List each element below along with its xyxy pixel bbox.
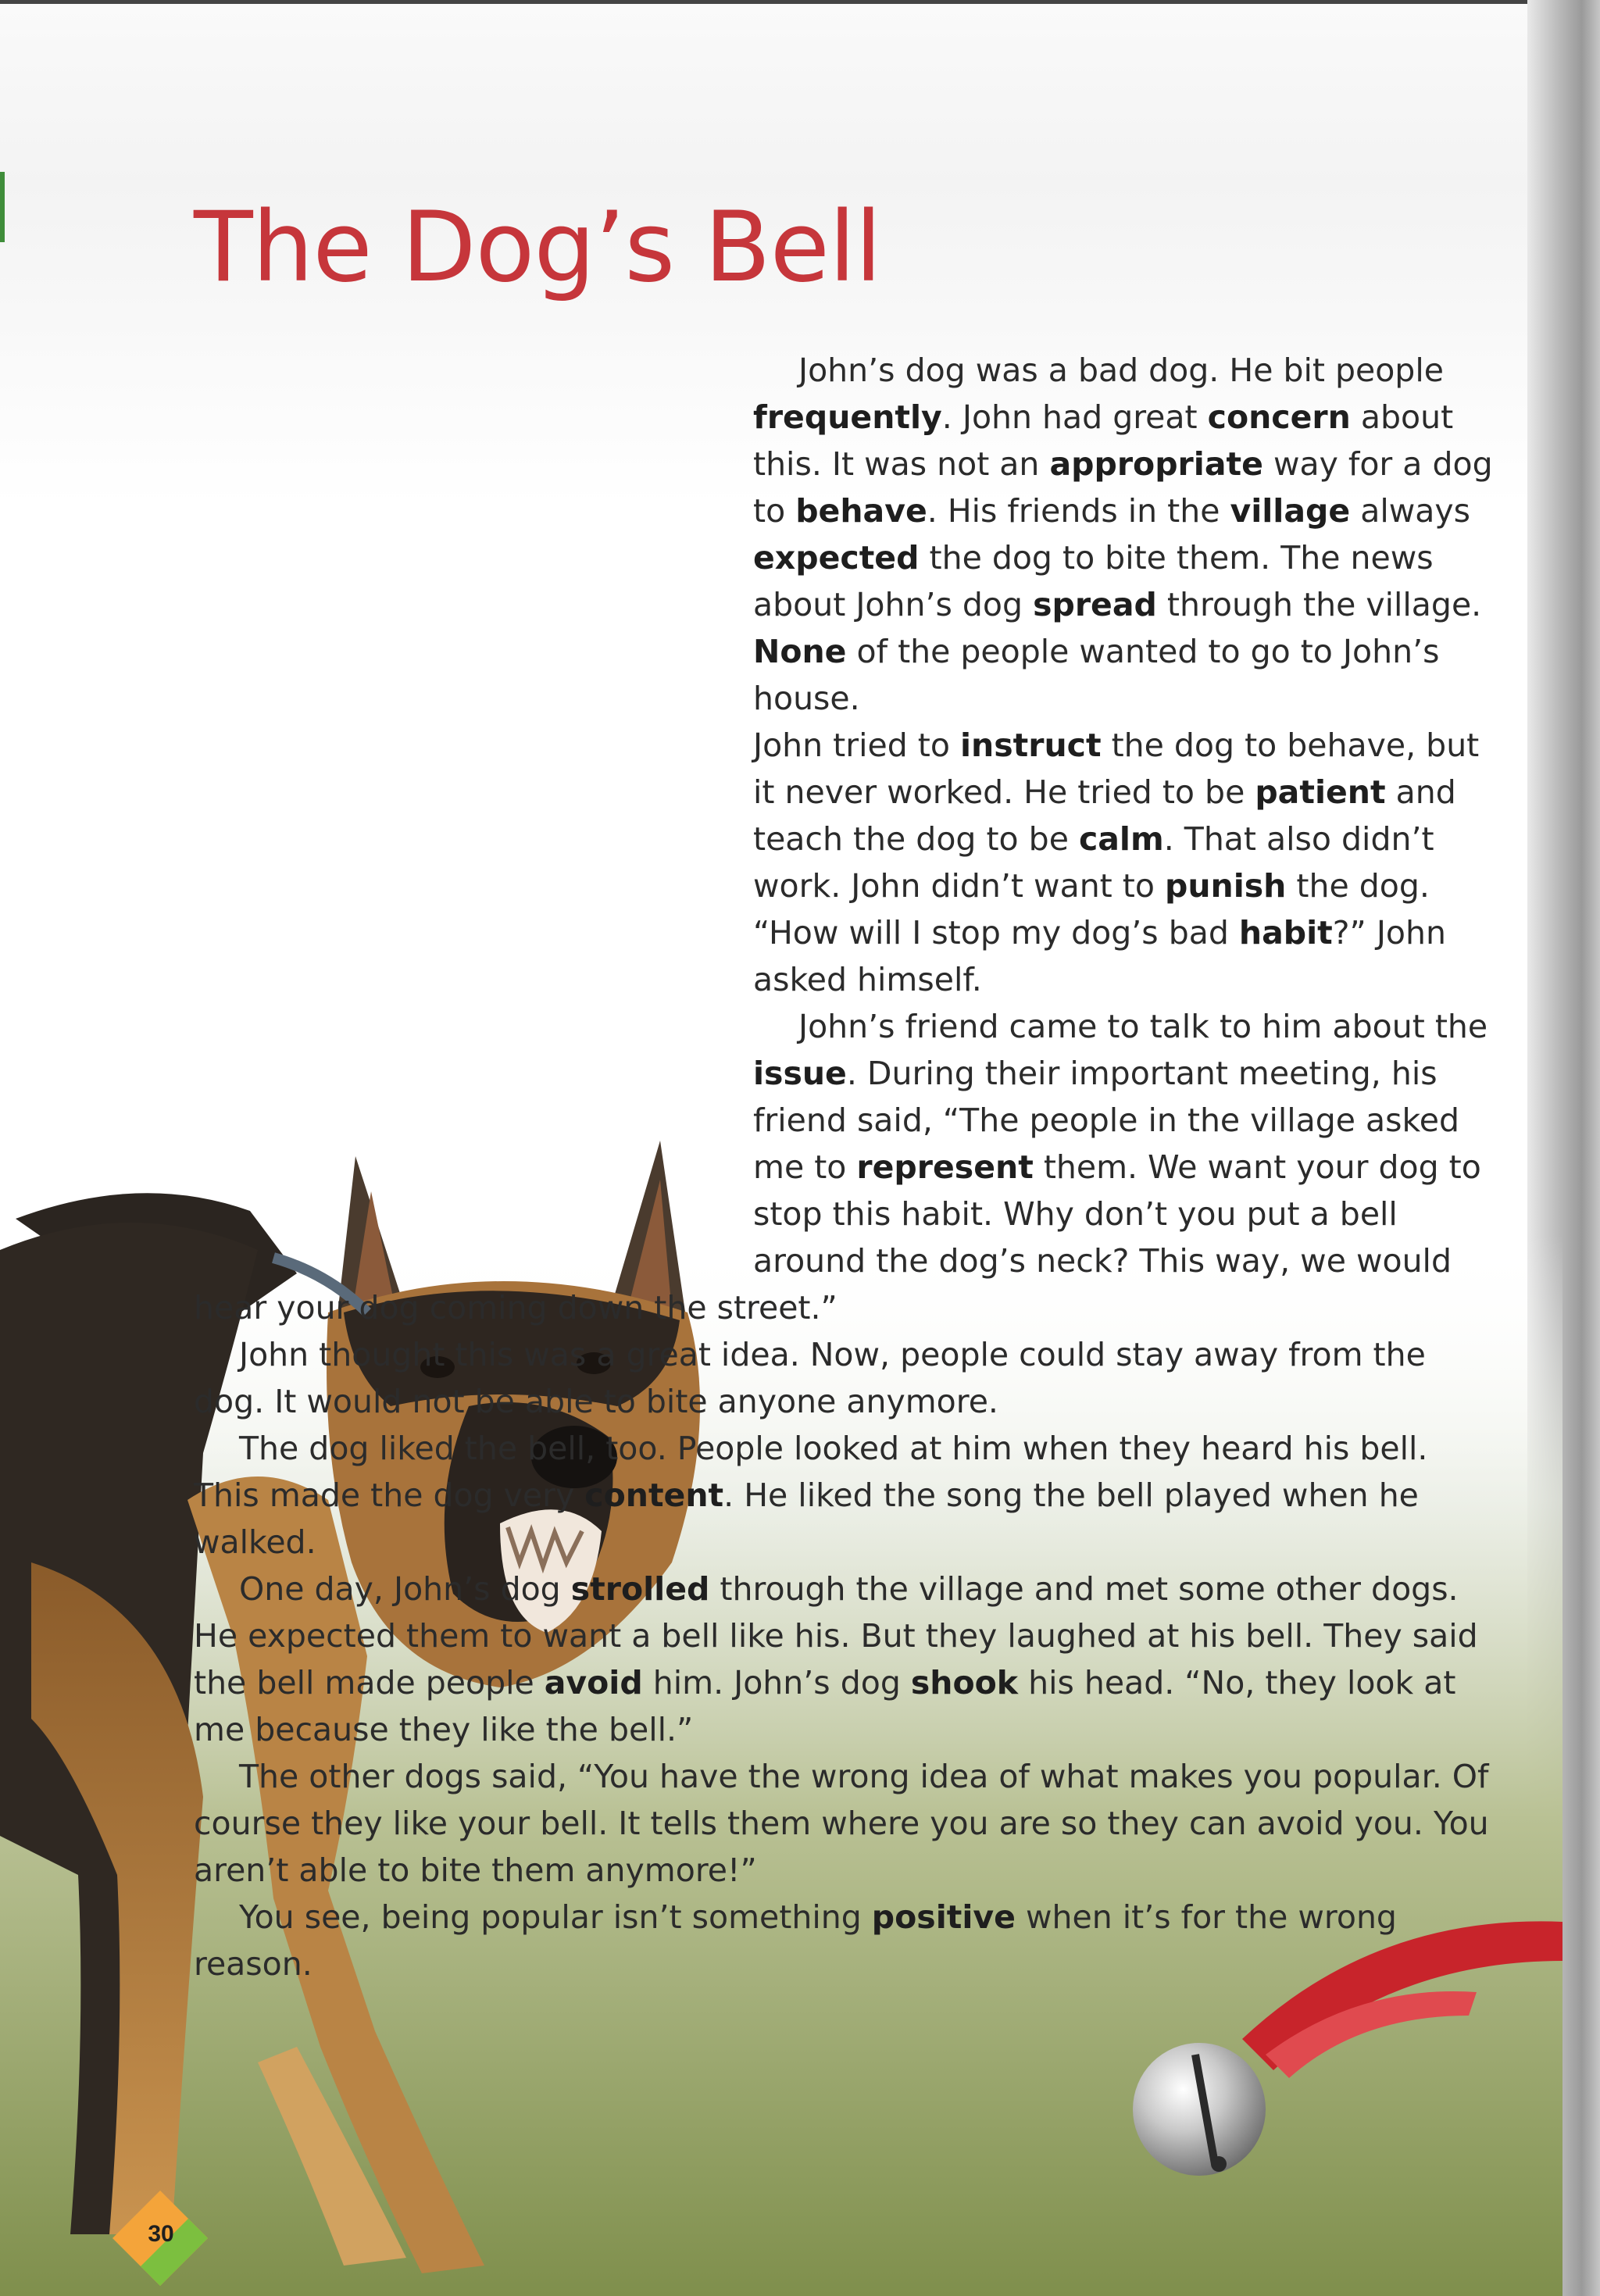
vocabulary-word: issue [753, 1055, 847, 1092]
vocabulary-word: village [1230, 492, 1351, 530]
top-rule [0, 0, 1535, 4]
vocabulary-word: behave [795, 492, 927, 530]
text-run: . He liked the song the bell played when he walked. [194, 1477, 1419, 1561]
vocabulary-word: avoid [544, 1664, 643, 1701]
vocabulary-word: content [584, 1477, 724, 1514]
text-run: through the village and met some other dogs. He expected them to want a bell like his. But they laughed at his bell. They said the bell made people [194, 1570, 1478, 1701]
left-edge-marker [0, 172, 5, 242]
story-text [194, 347, 1497, 1987]
vocabulary-word: frequently [753, 398, 942, 436]
vocabulary-word: spread [1033, 586, 1157, 623]
vocabulary-word: instruct [959, 727, 1102, 764]
text-run: way for a dog to [753, 445, 1493, 530]
text-run: when it’s for the wrong reason. [194, 1898, 1397, 1983]
text-run: about this. It was not an [753, 398, 1454, 483]
vocabulary-word: expected [753, 539, 920, 577]
vocabulary-word: patient [1255, 773, 1386, 811]
story-paragraph [194, 1894, 1497, 1987]
story-paragraph [194, 1331, 1497, 1425]
vocabulary-word: concern [1207, 398, 1351, 436]
text-run: the dog to behave, but it never worked. He tried to be [753, 727, 1480, 811]
text-run: John tried to [753, 727, 960, 764]
text-run: John thought this was a great idea. Now, people could stay away from the dog. It would not be able to bite anyone anymore. [194, 1336, 1426, 1420]
text-run: . His friends in the [927, 492, 1230, 530]
page-number: 30 [148, 2221, 174, 2247]
text-run: The other dogs said, “You have the wrong idea of what makes you popular. Of course they like your bell. It tells them where you are so they can avoid you. You aren’t able to bite them anymore!” [194, 1758, 1489, 1889]
text-run: his head. “No, they look at me because they like the bell.” [194, 1664, 1456, 1748]
vocabulary-word: habit [1238, 914, 1333, 952]
story-paragraph [194, 1566, 1497, 1753]
text-run: through the village. [1156, 586, 1482, 623]
vocabulary-word: punish [1164, 867, 1287, 905]
story-paragraph [194, 1425, 1497, 1566]
text-run: ?” John asked himself. [753, 914, 1446, 998]
vocabulary-word: appropriate [1049, 445, 1263, 483]
vocabulary-word: calm [1078, 820, 1164, 858]
vocabulary-word: represent [856, 1148, 1034, 1186]
text-run: and teach the dog to be [753, 773, 1456, 858]
text-run: always [1350, 492, 1471, 530]
text-run: One day, John’s dog [239, 1570, 571, 1608]
text-run: John’s friend came to talk to him about the [798, 1008, 1488, 1045]
story-paragraph [194, 1753, 1497, 1894]
story-title: The Dog’s Bell [194, 191, 881, 304]
text-run: You see, being popular isn’t something [239, 1898, 872, 1936]
text-run: of the people wanted to go to John’s house. [753, 633, 1440, 717]
vocabulary-word: strolled [570, 1570, 710, 1608]
text-run: . During their important meeting, his friend said, “The people in the village asked me to [753, 1055, 1460, 1186]
text-run: the dog to bite them. The news about John’s dog [753, 539, 1434, 623]
vocabulary-word: None [753, 633, 847, 670]
text-run: The dog liked the bell, too. People looked at him when they heard his bell. This made the dog very [194, 1430, 1428, 1514]
vocabulary-word: shook [910, 1664, 1019, 1701]
image-wrap-space [194, 347, 753, 1253]
text-run: the dog. “How will I stop my dog’s bad [753, 867, 1430, 952]
text-run: John’s dog was a bad dog. He bit people [798, 352, 1444, 389]
text-run: him. John’s dog [642, 1664, 911, 1701]
vocabulary-word: positive [871, 1898, 1016, 1936]
text-run: . That also didn’t work. John didn’t want to [753, 820, 1434, 905]
text-run: them. We want your dog to stop this habit. Why don’t you put a bell around the dog’s neck? This way, we would hear your dog coming down the street.” [194, 1148, 1481, 1327]
text-run: . John had great [941, 398, 1208, 436]
